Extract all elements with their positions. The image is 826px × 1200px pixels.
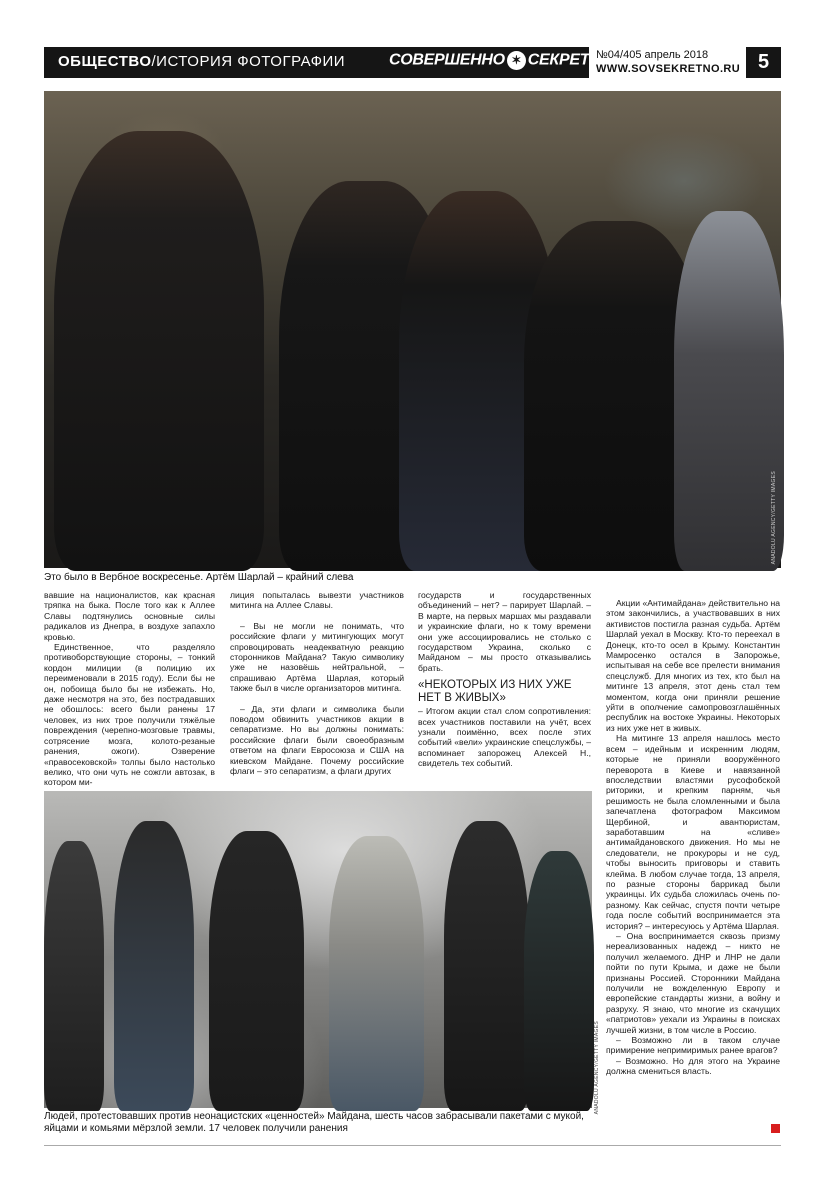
paragraph: – Вы не могли не понимать, что российские флаги у митингующих могут спровоцировать неадекватную реакцию сторонников Майдана? Такую символику уже не назовёшь нейтральной, – спрашиваю Артёма Шарлая, который также был в числе организаторов митинга. <box>230 620 404 694</box>
paragraph: Акции «Антимайдана» действительно на этом закончились, а участвовавших в них активистов постигла разная судьба. Артём Шарлай уехал в Москву. Кто-то переехал в Донецк, кто-то осел в Крыму. Константин Мамросенко остался в Запорожье, испытывая на себе все прелести внимания спецслужб. Для многих из тех, кто был на митинге 13 апреля, этот день стал тем моментом, когда они приняли решение уйти в ополчение самопровозглашённых республик на востоке Украины. Некоторых из них уже нет в живых. <box>606 598 780 733</box>
photo-caption: Это было в Вербное воскресенье. Артём Шарлай – крайний слева <box>44 572 354 583</box>
header-bar <box>44 47 613 78</box>
paragraph: – Возможно. Но для этого на Украине должна смениться власть. <box>606 1055 780 1077</box>
page-header <box>44 47 781 78</box>
article-column-2 <box>230 590 404 777</box>
section-title <box>58 53 345 70</box>
photo-figure <box>674 211 784 571</box>
photo-figure <box>114 821 194 1111</box>
paragraph: лиция попыталась вывезти участников митинга на Аллее Славы. <box>230 590 404 611</box>
paragraph: государств и государственных объединений – нет? – парирует Шарлай. – В марте, на первых маршах мы раздавали и украинские флаги, но к тому времени они уже ассоциировались не столько с государством Украина, сколько с Майданом – мы просто отказывались брать. <box>418 590 591 673</box>
logo-emblem-icon: ✶ <box>507 51 526 70</box>
photo-caption: Людей, протестовавших против неонацистских «ценностей» Майдана, шесть часов забрасывали пакетами с мукой, яйцами и комьями мёрзлой земли. 17 человек получили ранения <box>44 1111 584 1134</box>
subheading: «НЕКОТОРЫХ ИЗ НИХ УЖЕ НЕТ В ЖИВЫХ» <box>418 679 572 704</box>
end-of-article-mark <box>771 1124 780 1133</box>
article-column-1 <box>44 590 215 788</box>
bottom-rule <box>44 1145 781 1146</box>
logo-right: СЕКРЕТНО <box>527 51 613 69</box>
page-number: 5 <box>746 47 781 78</box>
bottom-photo <box>44 791 600 1115</box>
photo-figure <box>44 841 104 1111</box>
photo-credit: ANADOLU AGENCY/GETTY IMAGES <box>594 1021 600 1115</box>
issue-info <box>596 48 740 76</box>
paragraph: – Да, эти флаги и символика были поводом обвинить участников акции в сепаратизме. Но вы должны понимать: российские флаги были своеобразным ответом на флаги Евросоюза и США на киевском Майдане. Почему российские флаги – это сепаратизм, а флаги других <box>230 703 404 777</box>
paragraph: – Она воспринимается сквозь призму нереализованных надежд – никто не получил желаемого. ДНР и ЛНР не дали пойти по пути Крыма, и даже не были признаны Россией. Сторонники Майдана получили не вожделенную Европу и европейские стандарты жизни, а войну и разруху. Я знаю, что многие из скачущих «патриотов» уехали из Украины в поисках лучшей жизни, в том числе в Россию. <box>606 931 780 1035</box>
website: WWW.SOVSEKRETNO.RU <box>596 63 741 75</box>
photo-figure <box>209 831 304 1111</box>
section-rest: /ИСТОРИЯ ФОТОГРАФИИ <box>151 53 346 70</box>
photo-figure <box>54 131 264 571</box>
photo-figure <box>444 821 529 1111</box>
logo-left: СОВЕРШЕННО <box>389 51 505 69</box>
issue-number: №04/405 апрель 2018 <box>596 49 709 61</box>
article-column-3 <box>418 590 591 769</box>
paragraph: – Возможно ли в таком случае примирение непримиримых ранее врагов? <box>606 1035 780 1056</box>
photo-figure <box>524 851 594 1111</box>
paragraph: вавшие на националистов, как красная тряпка на быка. После того как к Аллее Славы подтянулись основные силы радикалов из Днепра, в воздухе запахло кровью. <box>44 590 215 642</box>
photo-figure <box>329 836 424 1111</box>
paragraph: Единственное, что разделяло противоборствующие стороны, – тонкий кордон милиции (в полицию их переименовали в 2015 году). Если бы не он, побоища было бы не избежать. Но, даже несмотря на это, без пострадавших не обошлось: всего были ранены 17 человек, из них трое получили тяжёлые повреждения (черепно-мозговые травмы, сотрясение мозга, колото-резаные ранения, ожоги). Озверение «правосековской» толпы было настолько велико, что они чуть не сожгли автозак, в котором ми- <box>44 642 215 788</box>
photo-credit: ANADOLU AGENCY/GETTY IMAGES <box>771 471 777 565</box>
section-bold: ОБЩЕСТВО <box>58 53 152 70</box>
paragraph: На митинге 13 апреля нашлось место всем – идейным и искренним людям, которые не приняли вооружённого переворота в Киеве и навязанной впоследствии властями русофобской риторики, и крепким парням, чья решимость не была сломленными и была запечатлена фотографом Максимом Щербиной, и авантюристам, заработавшим на «сливе» антимайдановского движения. Но мы не следователи, не прокуроры и не суд, чтобы выносить приговоры и ставить клейма. В любом случае тогда, 13 апреля, по разные стороны баррикад были украинцы. Их судьба сложилась очень по-разному. Как сейчас, спустя почти четыре года после событий воспринимается эта история? – интересуюсь у Артёма Шарлая. <box>606 733 780 931</box>
paragraph: – Итогом акции стал слом сопротивления: всех участников поставили на учёт, всех узнали поимённо, всех после этих событий «вели» украинские спецслужбы, – вспоминает запорожец Алексей Н., свидетель тех событий. <box>418 706 591 769</box>
top-photo <box>44 91 781 568</box>
article-column-4 <box>606 598 780 1077</box>
newspaper-logo <box>389 51 613 70</box>
